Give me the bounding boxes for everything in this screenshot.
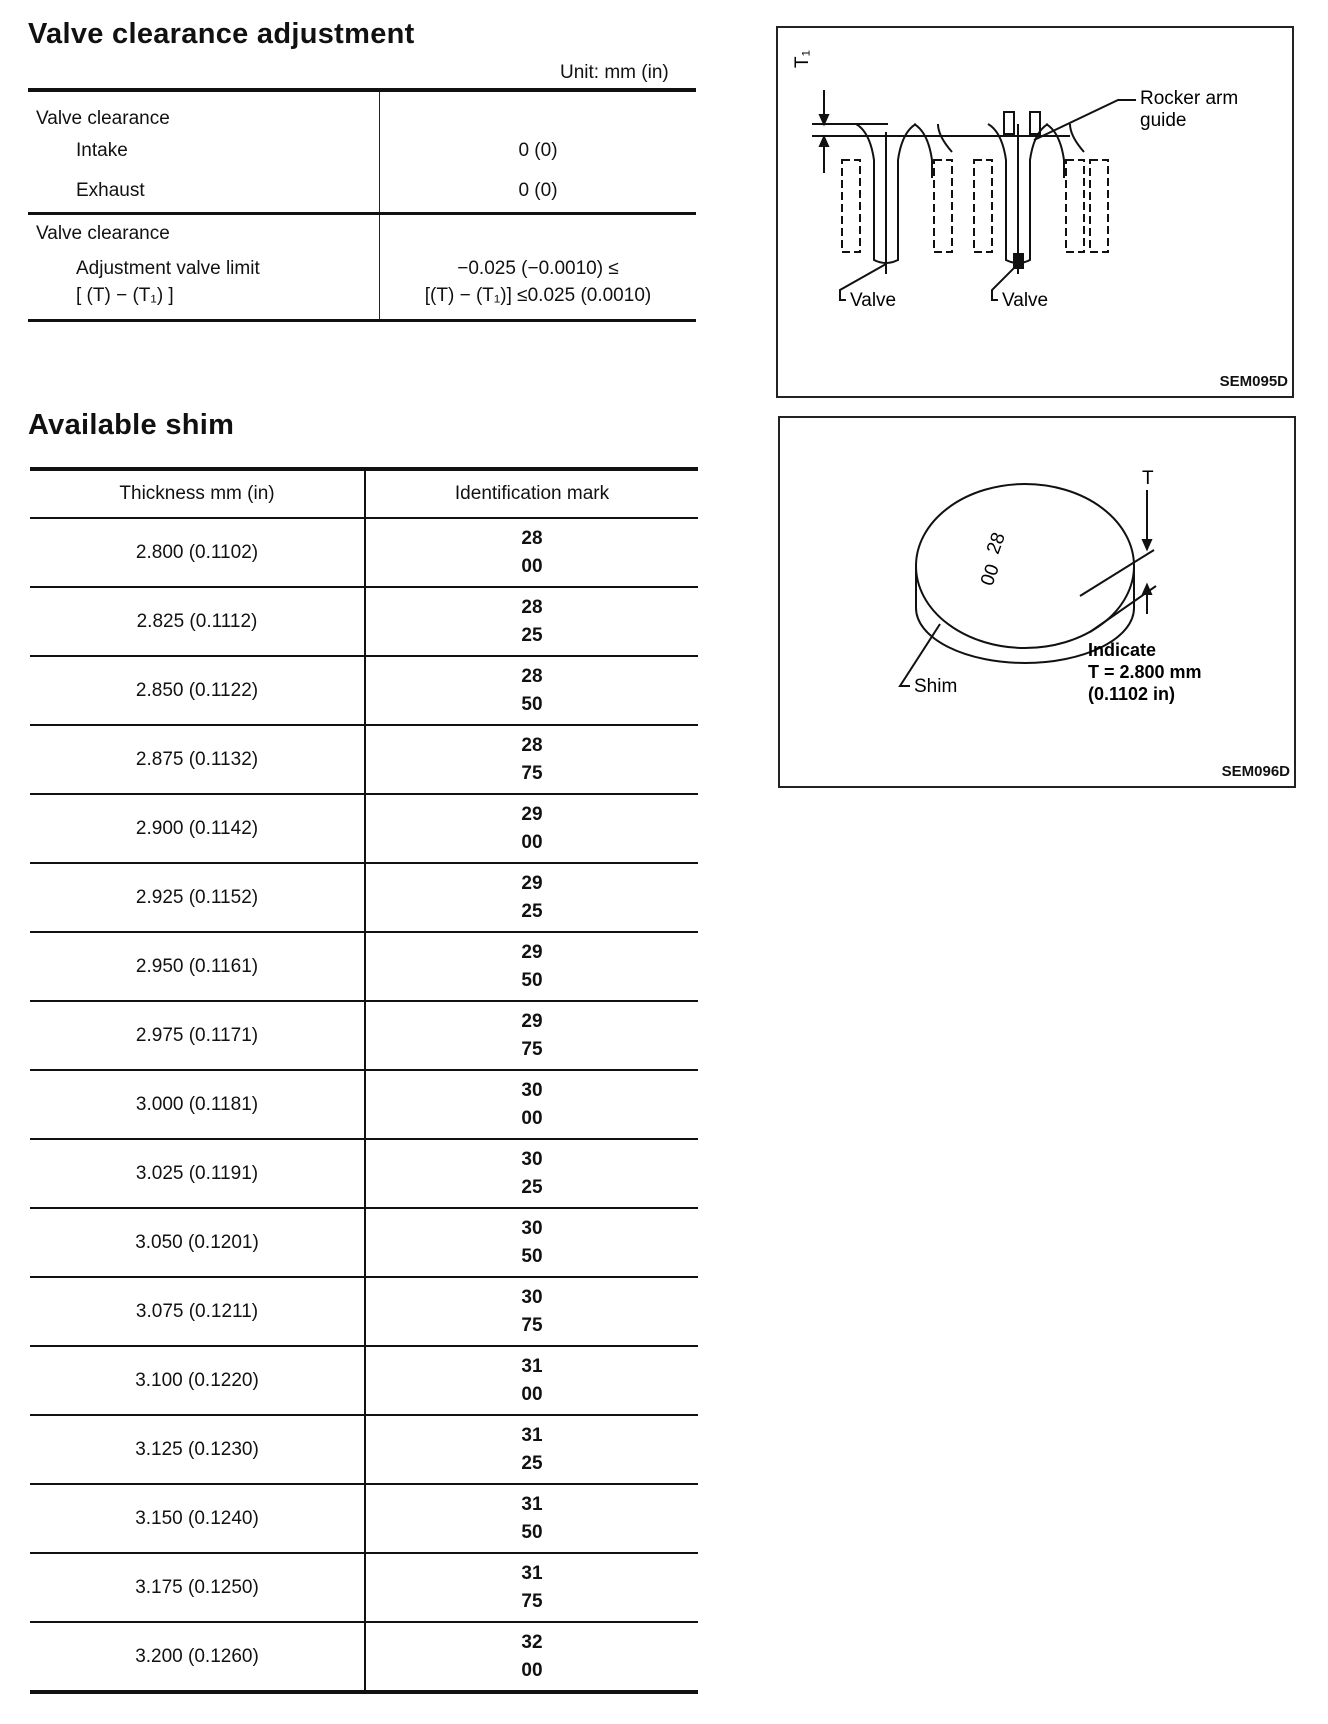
shim-thickness: 3.025 (0.1191) <box>30 1139 365 1208</box>
intake-value: 0 (0) <box>518 140 558 161</box>
shim-thickness: 2.975 (0.1171) <box>30 1001 365 1070</box>
shim-row <box>30 1139 698 1208</box>
shim-mark <box>365 863 698 932</box>
spring-left-2 <box>934 160 952 252</box>
valve-diagram <box>778 28 1292 396</box>
shim-row <box>30 1070 698 1139</box>
shim-thickness: 3.050 (0.1201) <box>30 1208 365 1277</box>
shim-thickness: 2.800 (0.1102) <box>30 518 365 587</box>
shim-mark <box>365 1208 698 1277</box>
shim-mark-line2: 75 <box>521 1314 543 1336</box>
shim-mark-line1: 28 <box>521 527 543 549</box>
shim-mark-line2: 50 <box>521 693 543 715</box>
shim-row <box>30 794 698 863</box>
shim-mark-line2: 00 <box>521 1659 543 1681</box>
spring-right-3 <box>1090 160 1108 252</box>
shim-mark-line1: 29 <box>521 872 543 894</box>
figure1-code: SEM095D <box>1219 373 1288 390</box>
shim-mark <box>365 932 698 1001</box>
shim-mark <box>365 1622 698 1692</box>
guide-post-right <box>1030 112 1040 134</box>
indicate-line2: T = 2.800 mm <box>1088 662 1202 682</box>
shim-thickness: 2.900 (0.1142) <box>30 794 365 863</box>
shim-mark-line1: 31 <box>521 1562 543 1584</box>
shim-thickness: 3.075 (0.1211) <box>30 1277 365 1346</box>
shim-mark-line1: 29 <box>521 941 543 963</box>
shim-row <box>30 1415 698 1484</box>
shim-thickness: 2.925 (0.1152) <box>30 863 365 932</box>
shim-mark-line1: 28 <box>521 734 543 756</box>
spring-right-2 <box>1066 160 1084 252</box>
shim-mark-line2: 75 <box>521 762 543 784</box>
shim-mark-line1: 29 <box>521 1010 543 1032</box>
shim-row <box>30 932 698 1001</box>
shim-label: Shim <box>914 676 958 697</box>
shim-diagram-figure <box>778 416 1296 788</box>
shim-mark-line1: 31 <box>521 1493 543 1515</box>
shim-mark-line2: 25 <box>521 1452 543 1474</box>
adjustment-value-line1: −0.025 (−0.0010) ≤ <box>457 258 619 279</box>
shim-row <box>30 1346 698 1415</box>
shim-mark-line1: 31 <box>521 1355 543 1377</box>
shim-mark <box>365 518 698 587</box>
unit-label: Unit: mm (in) <box>560 62 669 83</box>
shim-thickness: 2.950 (0.1161) <box>30 932 365 1001</box>
shim-thickness: 2.825 (0.1112) <box>30 587 365 656</box>
shim-mark-line2: 75 <box>521 1590 543 1612</box>
valve-label-right: Valve <box>1002 290 1049 311</box>
shim-row <box>30 863 698 932</box>
adjustment-label <box>28 247 379 319</box>
shim-table-body <box>30 518 698 1692</box>
adjustment-label-line2: [ (T) − (T₁) ] <box>76 285 174 306</box>
shim-mark <box>365 1001 698 1070</box>
figure2-code: SEM096D <box>1221 763 1290 780</box>
indicate-line1: Indicate <box>1088 640 1157 660</box>
shim-row <box>30 1277 698 1346</box>
shim-mark-line2: 00 <box>521 1383 543 1405</box>
shim-table <box>30 467 698 1694</box>
shim-row <box>30 1553 698 1622</box>
t-label: T <box>1142 468 1154 489</box>
spring-right-1 <box>974 160 992 252</box>
t1-label: T₁ <box>792 49 813 68</box>
shim-row <box>30 725 698 794</box>
shim-mark <box>365 725 698 794</box>
rocker-guide-label-line2: guide <box>1140 110 1187 131</box>
shim-mark <box>365 1415 698 1484</box>
shim-mark-top: 28 <box>982 529 1010 557</box>
rocker-guide-leader <box>1034 100 1136 140</box>
group1-title-cell <box>28 90 380 132</box>
indicate-line3: (0.1102 in) <box>1088 684 1176 704</box>
shim-mark-line2: 00 <box>521 555 543 577</box>
shim-mark-line2: 50 <box>521 1245 543 1267</box>
shim-mark-line1: 31 <box>521 1424 543 1446</box>
shim-mark <box>365 656 698 725</box>
shim-mark-bottom: 00 <box>976 561 1004 589</box>
shim-mark <box>365 1139 698 1208</box>
valve-clearance-table <box>28 88 696 322</box>
shim-mark-line2: 00 <box>521 1107 543 1129</box>
t1-arrow-lower <box>820 137 828 146</box>
adjustment-value-line2: [(T) − (T₁)] ≤0.025 (0.0010) <box>424 285 652 306</box>
valve-diagram-figure <box>776 26 1294 398</box>
shim-thickness: 3.175 (0.1250) <box>30 1553 365 1622</box>
shim-mark-line1: 28 <box>521 665 543 687</box>
shim-thickness: 3.150 (0.1240) <box>30 1484 365 1553</box>
mark-column-header: Identification mark <box>365 469 698 518</box>
shim-thickness: 2.875 (0.1132) <box>30 725 365 794</box>
shim-mark <box>365 1553 698 1622</box>
shim-mark-line1: 30 <box>521 1217 543 1239</box>
guide-post-left <box>1004 112 1014 134</box>
valve-label-left: Valve <box>850 290 897 311</box>
shim-mark <box>365 1484 698 1553</box>
group2-title-cell <box>28 214 380 248</box>
shim-mark-line2: 25 <box>521 624 543 646</box>
shim-mark-line2: 50 <box>521 1521 543 1543</box>
shim-mark-line2: 75 <box>521 1038 543 1060</box>
shim-mark-line1: 32 <box>521 1631 543 1653</box>
shim-row <box>30 1622 698 1692</box>
rocker-guide-label-line1: Rocker arm <box>1140 88 1239 109</box>
available-shim-heading: Available shim <box>28 409 235 441</box>
t-arrow-upper <box>1143 540 1151 549</box>
adjustment-value <box>380 247 696 319</box>
valve-clearance-heading: Valve clearance adjustment <box>28 18 415 50</box>
shim-thickness: 3.125 (0.1230) <box>30 1415 365 1484</box>
shim-thickness: 3.200 (0.1260) <box>30 1622 365 1692</box>
shim-mark <box>365 1070 698 1139</box>
shim-mark-line1: 30 <box>521 1148 543 1170</box>
shim-mark-line1: 30 <box>521 1286 543 1308</box>
shim-row <box>30 587 698 656</box>
t1-arrow-upper <box>820 115 828 124</box>
shim-thickness: 3.000 (0.1181) <box>30 1070 365 1139</box>
shim-mark-line2: 00 <box>521 831 543 853</box>
shim-diagram <box>780 418 1294 786</box>
shim-mark <box>365 1277 698 1346</box>
shim-mark <box>365 1346 698 1415</box>
shim-row <box>30 1208 698 1277</box>
group1-title: Valve clearance <box>36 108 170 129</box>
shim-mark-line2: 25 <box>521 1176 543 1198</box>
shim-mark <box>365 794 698 863</box>
shim-mark-line2: 25 <box>521 900 543 922</box>
shim-mark-line1: 30 <box>521 1079 543 1101</box>
intake-label: Intake <box>76 140 128 161</box>
thickness-column-header: Thickness mm (in) <box>30 469 365 518</box>
t-reference-upper <box>1080 550 1154 596</box>
exhaust-value: 0 (0) <box>518 180 558 201</box>
shim-row <box>30 1001 698 1070</box>
exhaust-label: Exhaust <box>76 180 145 201</box>
shim-mark <box>365 587 698 656</box>
shim-mark-line1: 28 <box>521 596 543 618</box>
adjustment-label-line1: Adjustment valve limit <box>76 258 260 279</box>
shim-row <box>30 656 698 725</box>
shim-mark-line1: 29 <box>521 803 543 825</box>
shim-row <box>30 518 698 587</box>
spring-left-1 <box>842 160 860 252</box>
shim-thickness: 2.850 (0.1122) <box>30 656 365 725</box>
group2-title: Valve clearance <box>36 223 170 244</box>
shim-mark-line2: 50 <box>521 969 543 991</box>
shim-thickness: 3.100 (0.1220) <box>30 1346 365 1415</box>
shim-row <box>30 1484 698 1553</box>
